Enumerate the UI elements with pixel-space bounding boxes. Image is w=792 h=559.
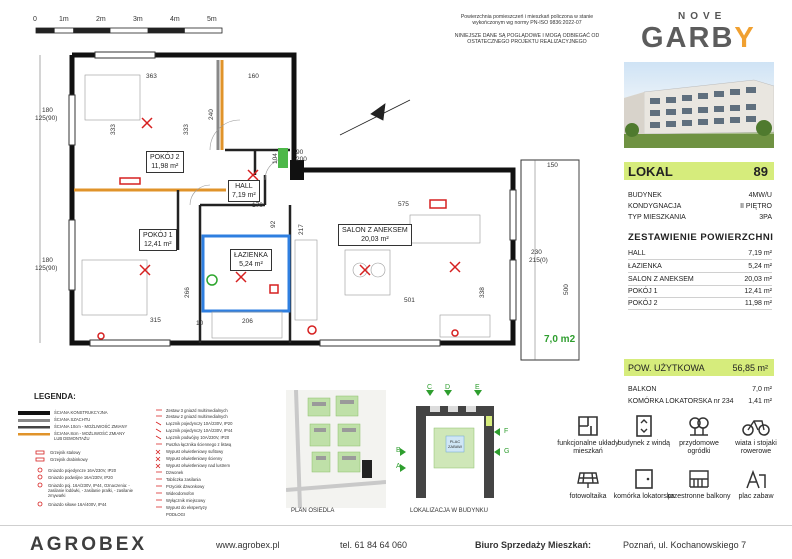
north-arrow-icon: [340, 100, 410, 135]
scale-label: 4m: [170, 16, 180, 23]
area-label: ŁAZIENKA: [628, 263, 662, 270]
dimension: 333: [183, 124, 190, 135]
room-area: 11,98 m²: [151, 163, 179, 170]
area-norm-note: Powierzchnia pomieszczeń i mieszkań policzona w stanie wykończonym wg normy PN-ISO 9836:2022-07: [460, 14, 594, 27]
dimension: 338: [479, 287, 486, 298]
dimension: 215(0): [529, 257, 548, 264]
usable-area-bar: [624, 359, 774, 376]
elevator-icon: [632, 414, 656, 438]
legend-item: Wypust oświetleniowy sufitowy: [166, 449, 224, 454]
footer: [0, 525, 792, 559]
legend-socket-double: Gniazdo podwójne 16A/230V, IP20: [48, 475, 113, 480]
solar-panel-icon: [576, 467, 600, 491]
scale-label: 0: [33, 16, 37, 23]
amenity-solar: [556, 467, 620, 501]
footer-address: Poznań, ul. Kochanowskiego 7: [623, 540, 747, 550]
storage-icon: [632, 467, 656, 491]
section-letter: A: [396, 463, 401, 470]
dimension: 125(90): [35, 265, 58, 272]
area-value: 20,03 m²: [744, 276, 772, 283]
area-row-bathroom: [628, 263, 772, 273]
footer-website-link[interactable]: www.agrobex.pl: [216, 540, 280, 550]
room-name: SALON Z ANEKSEM: [342, 227, 408, 234]
lokal-bar: [624, 162, 774, 180]
area-row-living: [628, 276, 772, 286]
amenity-gardens: [667, 414, 731, 456]
legend-item: Zestaw 3 gniazd multimedialnych: [166, 408, 228, 413]
area-label: SALON Z ANEKSEM: [628, 276, 694, 283]
legend-item: Puszka łącznika ściennego z listwą: [166, 442, 232, 447]
room-name: HALL: [235, 183, 253, 190]
amenity-label: przydomowe ogródki: [679, 440, 719, 455]
area-label: HALL: [628, 250, 646, 257]
legend-item: PODŁOGI: [166, 512, 186, 517]
amenity-label: przestronne balkony: [667, 493, 731, 500]
scale-label: 1m: [59, 16, 69, 23]
dimension: 150: [547, 162, 558, 169]
dimension: 170: [252, 202, 263, 209]
dimension: 180: [42, 257, 53, 264]
legend-title: LEGENDA:: [34, 392, 76, 401]
legend-socket-ip44: Gniazdo poj. 16A/230V, IP44, Oznaczenia: - zasilanie lodówki, - zasilanie pralki, - zasilanie zmywarki: [48, 483, 133, 498]
dimension: 125(90): [35, 115, 58, 122]
extra-label: BALKON: [628, 386, 657, 393]
legend-item: Przycisk dzwonkowy: [166, 484, 205, 489]
logo-garby-accent: Y: [734, 22, 756, 54]
areas-title: ZESTAWIENIE POWIERZCHNI: [628, 232, 774, 243]
dimension: 240: [208, 109, 215, 120]
dimension: 180: [42, 107, 53, 114]
legend-wall-8cm: ŚCIANA 8cm - MOŻLIWOŚĆ ZMIANY LUB DEMONTAŻU: [54, 431, 125, 441]
info-row-floor: [628, 203, 772, 210]
legend-socket-single: Gniazdo pojedyncze 16A/230V, IP20: [48, 468, 117, 473]
amenity-playground: [724, 467, 788, 501]
room-area: 20,03 m²: [361, 236, 389, 243]
scale-bar: [36, 28, 222, 33]
playground-label: PLAC ZABAW: [447, 439, 463, 449]
legend-socket-power: Gniazdo siłowe 16A/400V, IP44: [48, 502, 107, 507]
amenity-label: budynek z windą: [617, 440, 671, 447]
logo-garby-text: GARB: [641, 22, 735, 54]
section-letter: B: [396, 447, 401, 454]
legend-item: Dzwonek: [166, 470, 184, 475]
room-label-lazienka: [230, 249, 272, 271]
section-letter: G: [504, 448, 510, 455]
info-label: TYP MIESZKANIA: [628, 214, 686, 221]
extra-row-storage: [628, 398, 772, 405]
dimension: 333: [110, 124, 117, 135]
legend-item: Łącznik podwójny 10A/230V, IP20: [166, 435, 230, 440]
dimension: 230: [531, 249, 542, 256]
site-plan-caption: PLAN OSIEDLA: [291, 508, 335, 514]
extra-value: 1,41 m²: [748, 398, 772, 405]
area-value: 11,98 m²: [744, 300, 772, 307]
amenity-balconies: [667, 467, 731, 501]
dimension: 92: [270, 220, 277, 228]
legend-item: Łącznik pojedynczy 10A/230V, IP20: [166, 421, 233, 426]
section-letter: E: [475, 384, 480, 391]
bicycle-icon: [742, 414, 770, 438]
section-letter: F: [504, 428, 509, 435]
extra-label: KOMÓRKA LOKATORSKA nr 234: [628, 398, 734, 405]
amenity-bicycles: [724, 414, 788, 456]
amenity-label: plac zabaw: [738, 493, 774, 500]
dimension: 266: [184, 287, 191, 298]
amenity-label: komórka lokatorska: [613, 493, 675, 500]
usable-area-label: POW. UŻYTKOWA: [628, 362, 705, 373]
usable-area-value: 56,85 m²: [732, 362, 768, 373]
legend-radiator-ladder: Grzejnik drabinkowy: [50, 457, 88, 462]
logo-nove: NOVE: [678, 11, 727, 22]
room-label-pokoj2: [146, 151, 184, 173]
info-row-building: [628, 192, 772, 199]
legend-wall-structural: ŚCIANA KONSTRUKCYJNA: [54, 410, 108, 415]
area-row-room2: [628, 300, 772, 310]
amenity-label: fotowoltaika: [569, 493, 607, 500]
legend: [14, 384, 284, 522]
dimension: 160: [248, 73, 259, 80]
balcony-icon: [687, 467, 711, 491]
room-area: 7,19 m²: [232, 192, 256, 199]
legend-item: Tabliczka zasilania: [166, 477, 201, 482]
legend-item: Wyłącznik miejscowy: [166, 498, 206, 503]
section-letter: C: [427, 384, 433, 391]
legend-item: Zestaw 2 gniazd multimedialnych: [166, 414, 228, 419]
area-value: 7,19 m²: [748, 250, 772, 257]
floorplan-icon: [576, 414, 600, 438]
lokal-number: 89: [753, 163, 768, 179]
area-value: 12,41 m²: [744, 288, 772, 295]
info-value: II PIĘTRO: [740, 203, 772, 210]
area-label: POKÓJ 1: [628, 288, 658, 295]
room-name: POKÓJ 2: [150, 154, 180, 161]
dimension: 10: [196, 320, 204, 327]
area-value: 5,24 m²: [748, 263, 772, 270]
footer-phone[interactable]: tel. 61 84 64 060: [340, 540, 408, 550]
dimension: 500: [563, 284, 570, 295]
balcony-area-label: 7,0 m2: [544, 334, 576, 345]
footer-office-label: Biuro Sprzedaży Mieszkań:: [475, 540, 592, 550]
footer-brand-logo: AGROBEX: [30, 534, 148, 555]
site-plan: [286, 390, 386, 508]
info-label: BUDYNEK: [628, 192, 662, 199]
amenity-label: funkcjonalne układy mieszkań: [557, 440, 619, 455]
site-plan-map: [286, 390, 386, 508]
dimension: 200: [296, 156, 307, 163]
legend-wall-shaft: ŚCIANA SZACHTU: [54, 417, 91, 422]
location-caption: LOKALIZACJA W BUDYNKU: [410, 508, 489, 514]
dimension: 501: [404, 297, 415, 304]
amenity-label: wiata i stojaki rowerowe: [735, 440, 777, 455]
scale-label: 2m: [96, 16, 106, 23]
disclaimer-note: NINIEJSZE DANE SĄ POGLĄDOWE I MOGĄ ODBIEGAĆ OD OSTATECZNEGO PROJEKTU REALIZACYJNEGO: [454, 33, 600, 46]
legend-item: Łącznik pojedynczy 10A/230V, IP44: [166, 428, 233, 433]
playground-icon: [744, 467, 768, 491]
info-label: KONDYGNACJA: [628, 203, 682, 210]
dimension: 217: [298, 224, 305, 235]
legend-item: Wypust oświetleniowy nad lustrem: [166, 463, 230, 468]
room-label-salon: [338, 224, 412, 246]
room-name: POKÓJ 1: [143, 232, 173, 239]
legend-item: Wypust oświetleniowy ścienny: [166, 456, 223, 461]
area-row-room1: [628, 288, 772, 298]
legend-wall-10cm: ŚCIANA 10cm - MOŻLIWOŚĆ ZMIANY: [54, 424, 128, 429]
room-name: ŁAZIENKA: [234, 252, 268, 259]
room-label-pokoj1: [139, 229, 177, 251]
dimension: 90: [296, 149, 304, 156]
building-render: [624, 62, 774, 148]
legend-item: Wideodomofon: [166, 491, 195, 496]
room-area: 5,24 m²: [239, 261, 263, 268]
dimension: 315: [150, 317, 161, 324]
area-row-hall: [628, 250, 772, 260]
dimension: 363: [146, 73, 157, 80]
info-value: 3PA: [759, 214, 772, 221]
info-value: 4MW/U: [748, 192, 772, 199]
amenity-floorplan: [556, 414, 620, 456]
area-label: POKÓJ 2: [628, 300, 658, 307]
scale-label: 5m: [207, 16, 217, 23]
extra-value: 7,0 m²: [752, 386, 772, 393]
scale-label: 3m: [133, 16, 143, 23]
legend-radiator-steel: Grzejnik stalowy: [50, 450, 81, 455]
info-row-type: [628, 214, 772, 221]
section-letter: D: [445, 384, 451, 391]
dimension: 104: [272, 153, 279, 164]
room-area: 12,41 m²: [143, 241, 172, 248]
lokal-label: LOKAL: [628, 163, 673, 179]
extra-row-balcony: [628, 386, 772, 393]
building-render-image: [624, 62, 774, 148]
logo-garby: [641, 22, 756, 55]
building-location-map: [396, 384, 516, 508]
room-label-hall: [228, 180, 260, 202]
legend-item: Wypust do ekspertyzy: [166, 505, 207, 510]
dimension: 575: [398, 201, 409, 208]
trees-icon: [687, 414, 711, 438]
dimension: 206: [242, 318, 253, 325]
